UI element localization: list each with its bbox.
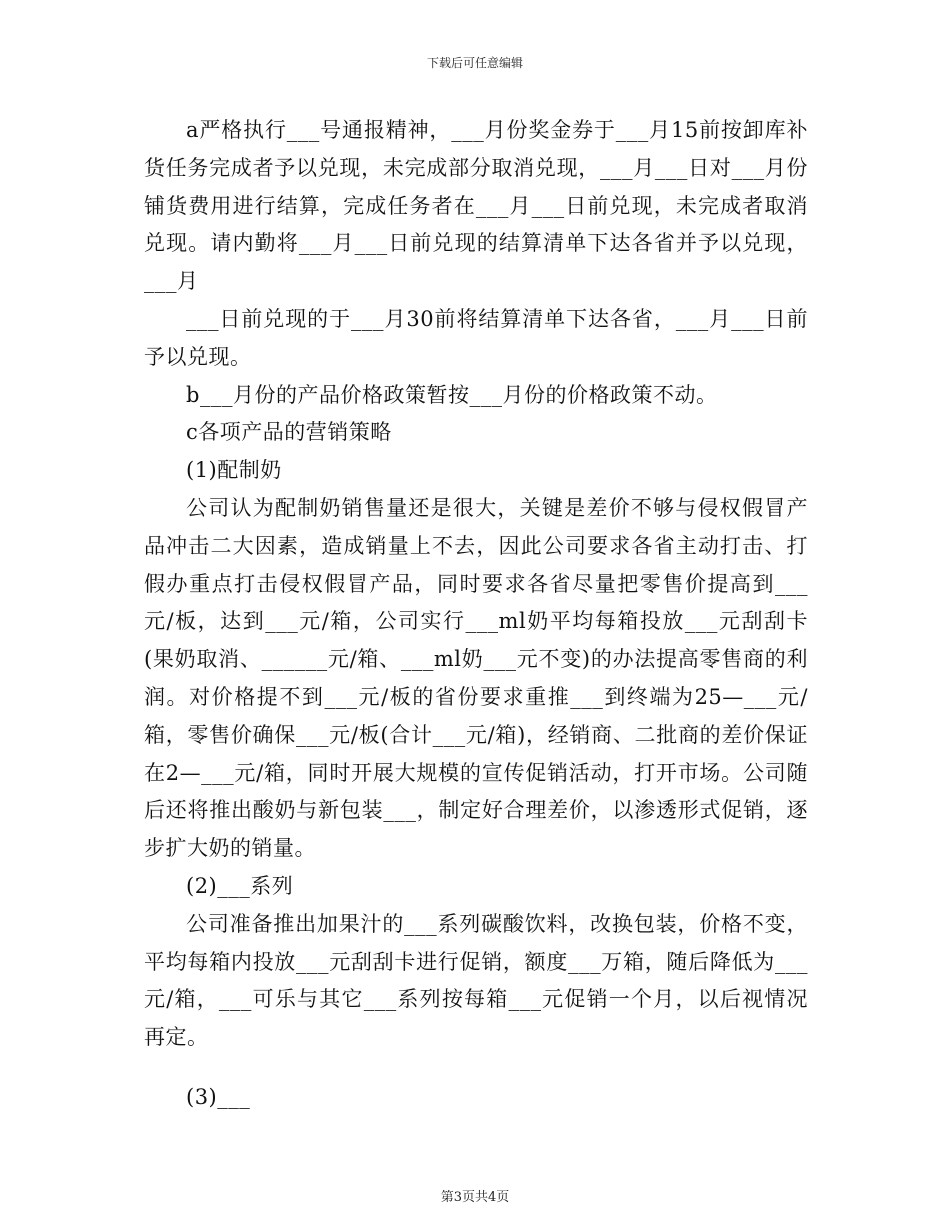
section-2-heading: (2)___系列 [186, 873, 294, 898]
paragraph-b: b___月份的产品价格政策暂按___月份的价格政策不动。 [186, 382, 718, 407]
page-header: 下载后可任意编辑 [426, 56, 523, 70]
page-footer: 第3页共4页 [440, 1190, 510, 1205]
paragraph-a: a严格执行___号通报精神，___月份奖金券于___月15前按卸库补货任务完成者予以兑现，未完成部分取消兑现，___月___日对___月份铺货费用进行结算，完成任务者在___月___日前兑现，未完成者取消兑现。请内勤将___月___日前兑现的结算清单下达各省并予以兑现，___月 [144, 118, 808, 294]
section-1-heading: (1)配制奶 [186, 458, 282, 483]
section-2-body: 公司准备推出加果汁的___系列碳酸饮料，改换包装，价格不变，平均每箱内投放___元刮刮卡进行促销，额度___万箱，随后降低为___元/箱，___可乐与其它___系列按每箱___元促销一个月，以后视情况再定。 [144, 911, 808, 1050]
section-3-heading: (3)___ [186, 1084, 251, 1109]
paragraph-a-continued: ___日前兑现的于___月30前将结算清单下达各省，___月___日前予以兑现。 [144, 306, 808, 369]
paragraph-c-heading: c各项产品的营销策略 [186, 420, 392, 445]
section-1-body: 公司认为配制奶销售量还是很大，关键是差价不够与侵权假冒产品冲击二大因素，造成销量上不去，因此公司要求各省主动打击、打假办重点打击侵权假冒产品，同时要求各省尽量把零售价提高到___元/板，达到___元/箱，公司实行___ml奶平均每箱投放___元刮刮卡(果奶取消、______元/箱、___ml奶___元不变)的办法提高零售商的利润。对价格提不到___元/板的省份要求重推___到终端为25—___元/箱，零售价确保___元/板(合计___元/箱)，经销商、二批商的差价保证在2—___元/箱，同时开展大规模的宣传促销活动，打开市场。公司随后还将推出酸奶与新包装___，制定好合理差价，以渗透形式促销，逐步扩大奶的销量。 [144, 495, 808, 861]
document-body [144, 112, 808, 1117]
